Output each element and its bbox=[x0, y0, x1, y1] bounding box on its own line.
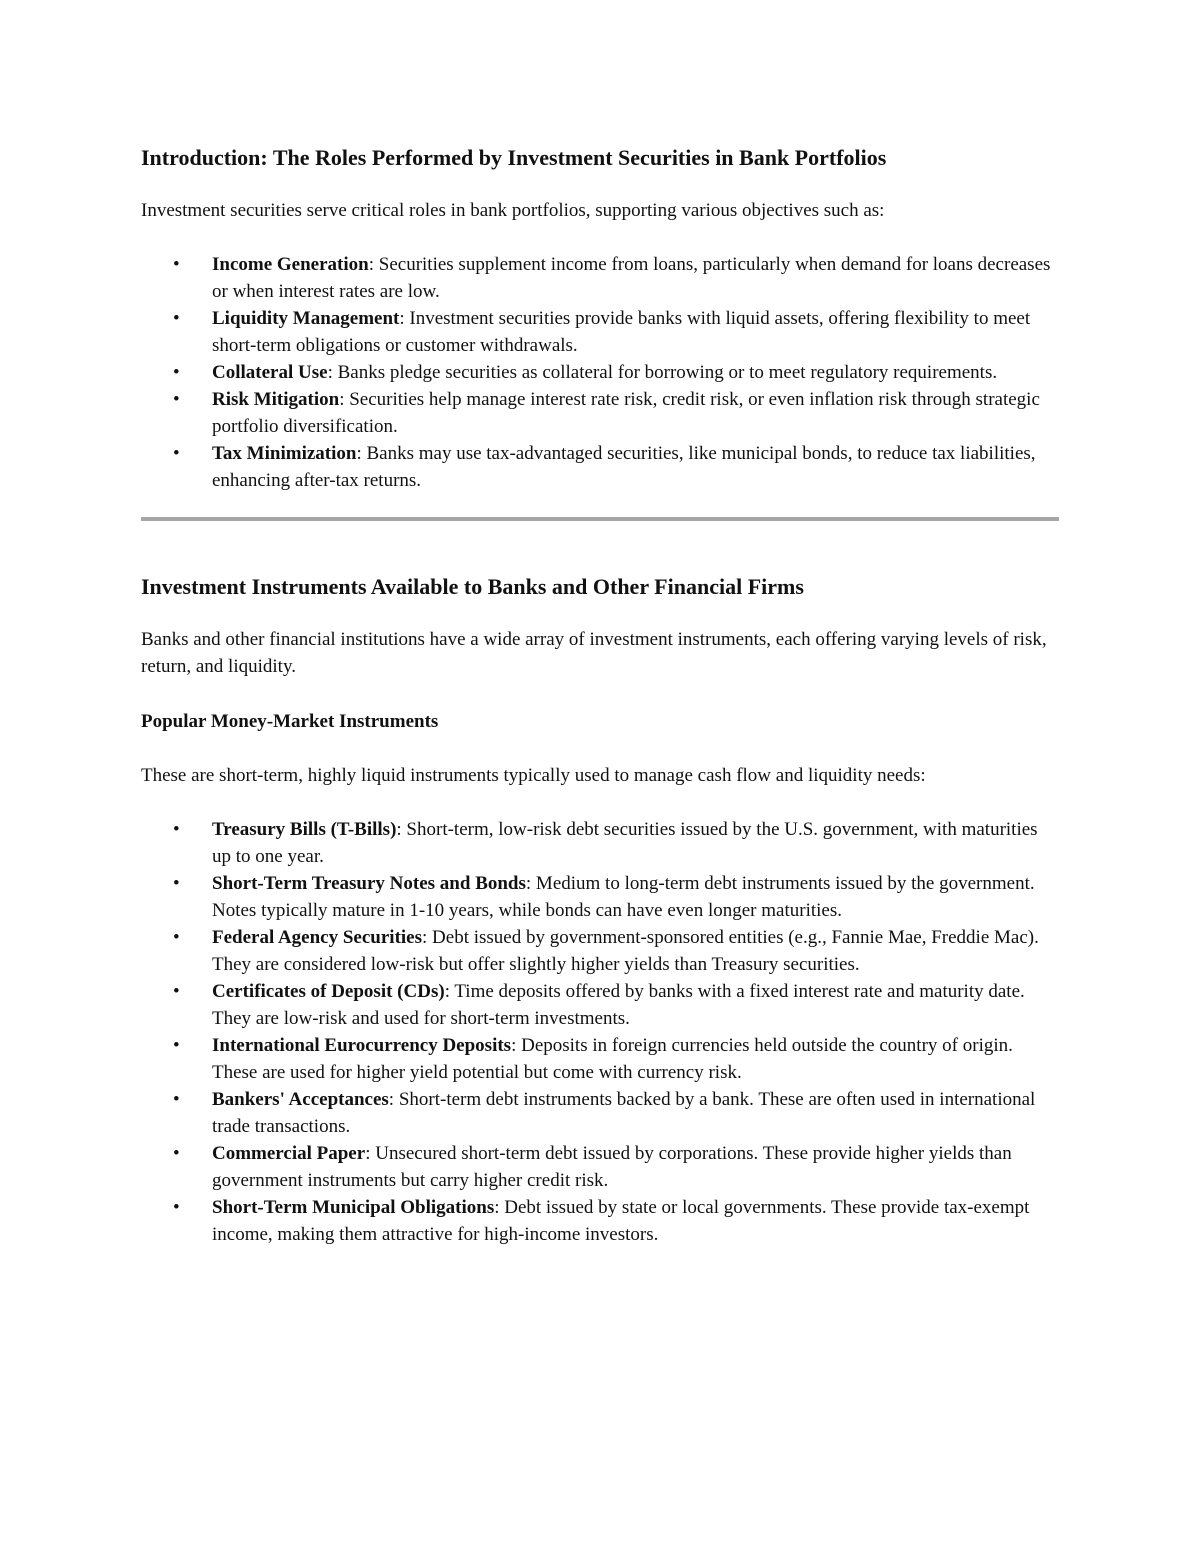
list-item-term: Tax Minimization bbox=[212, 443, 357, 464]
list-item-term: Federal Agency Securities bbox=[212, 927, 423, 948]
list-item-text: : Unsecured short-term debt issued by corporations. These provide higher yields than government instruments but carry higher credit risk. bbox=[212, 1143, 1012, 1191]
list-item bbox=[141, 1086, 1059, 1140]
list-item bbox=[141, 359, 1059, 386]
bullet-icon: • bbox=[173, 1035, 180, 1056]
list-item bbox=[141, 251, 1059, 305]
list-item bbox=[141, 1194, 1059, 1248]
list-item-text: : Short-term debt instruments backed by a bank. These are often used in international trade transactions. bbox=[212, 1089, 1036, 1137]
section-heading-introduction: Introduction: The Roles Performed by Investment Securities in Bank Portfolios bbox=[141, 145, 887, 170]
list-item-text: : Time deposits offered by banks with a fixed interest rate and maturity date. They are low-risk and used for short-term investments. bbox=[212, 981, 1025, 1029]
list-item-term: Short-Term Municipal Obligations bbox=[212, 1197, 495, 1218]
instruments-list bbox=[141, 816, 1059, 1248]
list-item bbox=[141, 924, 1059, 978]
bullet-icon: • bbox=[173, 362, 180, 383]
list-item-term: Treasury Bills (T-Bills) bbox=[212, 819, 397, 840]
bullet-icon: • bbox=[173, 1197, 180, 1218]
list-item-text: : Debt issued by government-sponsored entities (e.g., Fannie Mae, Freddie Mac). They are considered low-risk but offer slightly higher yields than Treasury securities. bbox=[212, 927, 1039, 975]
list-item-text: : Banks may use tax-advantaged securities, like municipal bonds, to reduce tax liabilities, enhancing after-tax returns. bbox=[212, 443, 1036, 491]
subheading-money-market: Popular Money-Market Instruments bbox=[141, 711, 439, 732]
list-item-text: : Debt issued by state or local governments. These provide tax-exempt income, making them attractive for high-income investors. bbox=[212, 1197, 1030, 1245]
list-item-term: Collateral Use bbox=[212, 362, 328, 383]
bullet-icon: • bbox=[173, 1089, 180, 1110]
list-item-text: : Investment securities provide banks with liquid assets, offering flexibility to meet short-term obligations or customer withdrawals. bbox=[212, 308, 1031, 356]
list-item bbox=[141, 386, 1059, 440]
list-item bbox=[141, 440, 1059, 494]
intro-paragraph: Investment securities serve critical roles in bank portfolios, supporting various objectives such as: bbox=[141, 200, 885, 221]
money-market-intro-paragraph: These are short-term, highly liquid instruments typically used to manage cash flow and liquidity needs: bbox=[141, 765, 926, 786]
list-item bbox=[141, 978, 1059, 1032]
bullet-icon: • bbox=[173, 308, 180, 329]
list-item-term: Short-Term Treasury Notes and Bonds bbox=[212, 873, 526, 894]
bullet-icon: • bbox=[173, 873, 180, 894]
bullet-icon: • bbox=[173, 1143, 180, 1164]
list-item bbox=[141, 1140, 1059, 1194]
roles-list bbox=[141, 251, 1059, 494]
list-item-text: : Deposits in foreign currencies held outside the country of origin. These are used for higher yield potential but come with currency risk. bbox=[212, 1035, 1013, 1083]
list-item bbox=[141, 816, 1059, 870]
section-heading-instruments: Investment Instruments Available to Banks and Other Financial Firms bbox=[141, 574, 804, 599]
list-item-term: Risk Mitigation bbox=[212, 389, 340, 410]
bullet-icon: • bbox=[173, 927, 180, 948]
bullet-icon: • bbox=[173, 254, 180, 275]
bullet-icon: • bbox=[173, 443, 180, 464]
list-item-text: : Short-term, low-risk debt securities issued by the U.S. government, with maturities up to one year. bbox=[212, 819, 1038, 867]
bullet-icon: • bbox=[173, 981, 180, 1002]
list-item-term: International Eurocurrency Deposits bbox=[212, 1035, 512, 1056]
list-item-text: : Securities supplement income from loans, particularly when demand for loans decreases or when interest rates are low. bbox=[212, 254, 1051, 302]
list-item-term: Bankers' Acceptances bbox=[212, 1089, 389, 1110]
list-item-term: Income Generation bbox=[212, 254, 369, 275]
document-page bbox=[141, 0, 1059, 1248]
list-item-text: : Securities help manage interest rate risk, credit risk, or even inflation risk through strategic portfolio diversification. bbox=[212, 389, 1040, 437]
instruments-intro-paragraph: Banks and other financial institutions have a wide array of investment instruments, each offering varying levels of risk, return, and liquidity. bbox=[141, 629, 1047, 677]
list-item bbox=[141, 870, 1059, 924]
list-item-term: Certificates of Deposit (CDs) bbox=[212, 981, 445, 1002]
list-item bbox=[141, 305, 1059, 359]
bullet-icon: • bbox=[173, 819, 180, 840]
list-item-term: Commercial Paper bbox=[212, 1143, 366, 1164]
list-item-text: : Banks pledge securities as collateral for borrowing or to meet regulatory requirements. bbox=[327, 362, 998, 383]
horizontal-divider bbox=[141, 517, 1059, 521]
list-item-term: Liquidity Management bbox=[212, 308, 400, 329]
list-item bbox=[141, 1032, 1059, 1086]
list-item-text: : Medium to long-term debt instruments issued by the government. Notes typically mature in 1-10 years, while bonds can have even longer maturities. bbox=[212, 873, 1035, 921]
bullet-icon: • bbox=[173, 389, 180, 410]
